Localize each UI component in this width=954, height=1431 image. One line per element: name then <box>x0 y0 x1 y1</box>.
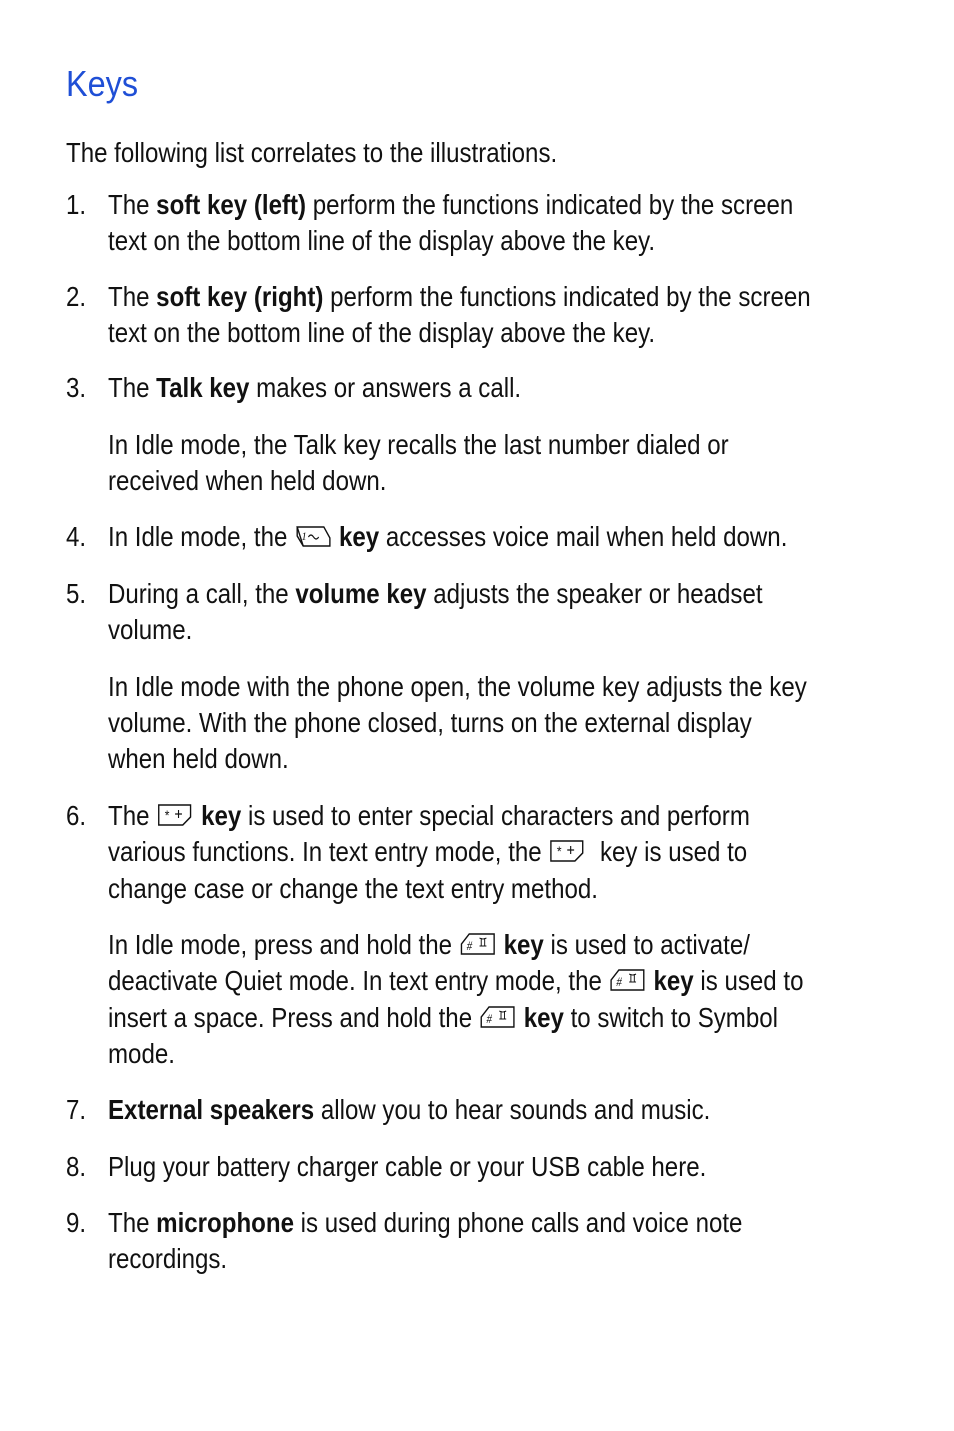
item-4-line-1: In Idle mode, the 1 key accesses voice mail when held down. <box>108 519 787 559</box>
item-5-line-2: volume. <box>108 614 193 645</box>
item-2-line-2: text on the bottom line of the display above the key. <box>108 317 656 348</box>
term-key: key <box>338 521 380 552</box>
star-key-icon <box>549 837 587 874</box>
item-6-line-1: The * key is used to enter special characters and perform <box>108 798 750 838</box>
item-5-para-2-line-1: In Idle mode with the phone open, the volume key adjusts the key <box>108 671 807 702</box>
item-1-line-1: The soft key (left) perform the functions indicated by the screen <box>108 189 794 220</box>
star-key-icon <box>156 801 194 838</box>
item-2-line-1: The soft key (right) perform the functions indicated by the screen <box>108 281 811 312</box>
pound-key-icon <box>609 966 647 1003</box>
item-8-line-1: Plug your battery charger cable or your USB cable here. <box>108 1151 707 1182</box>
term-volume-key: volume key <box>295 578 427 609</box>
term-external-speakers: External speakers <box>108 1094 315 1125</box>
voicemail-1-key-icon <box>294 522 332 559</box>
svg-text:*: * <box>557 843 562 860</box>
item-6-para-2-line-4: mode. <box>108 1038 175 1069</box>
item-7-line-1: External speakers allow you to hear sounds and music. <box>108 1094 711 1125</box>
item-9-number: 9. <box>66 1207 87 1238</box>
item-5-number: 5. <box>66 578 87 609</box>
term-key: key <box>653 965 694 996</box>
term-microphone: microphone <box>156 1207 294 1238</box>
item-7-number: 7. <box>66 1094 87 1125</box>
svg-text:#: # <box>466 938 473 954</box>
item-6-para-2-line-3: insert a space. Press and hold the # key to switch to Symbol <box>108 1000 778 1040</box>
svg-text:#: # <box>616 974 623 990</box>
item-5-para-2-line-2: volume. With the phone closed, turns on the external display <box>108 707 752 738</box>
term-key: key <box>523 1002 564 1033</box>
pound-key-icon <box>479 1003 517 1040</box>
item-6-para-2-line-2: deactivate Quiet mode. In text entry mode, the # key is used to <box>108 963 803 1003</box>
item-8-number: 8. <box>66 1151 87 1182</box>
item-6-para-2-line-1: In Idle mode, press and hold the # key is used to activate/ <box>108 927 750 967</box>
term-key: key <box>503 929 544 960</box>
term-soft-key-left: soft key (left) <box>156 189 307 220</box>
item-9-line-1: The microphone is used during phone calls and voice note <box>108 1207 743 1238</box>
item-3-para-2-line-2: received when held down. <box>108 465 387 496</box>
svg-text:1: 1 <box>301 530 307 544</box>
item-5-para-2-line-3: when held down. <box>108 743 289 774</box>
item-3-line-1: The Talk key makes or answers a call. <box>108 372 522 403</box>
item-6-number: 6. <box>66 800 87 831</box>
item-3-para-2-line-1: In Idle mode, the Talk key recalls the last number dialed or <box>108 429 729 460</box>
item-3-number: 3. <box>66 372 87 403</box>
item-1-number: 1. <box>66 189 87 220</box>
item-6-line-3: change case or change the text entry method. <box>108 873 598 904</box>
term-key: key <box>201 800 242 831</box>
term-talk-key: Talk key <box>156 372 250 403</box>
pound-key-icon <box>459 930 497 967</box>
item-4-number: 4. <box>66 521 87 552</box>
item-6-line-2: various functions. In text entry mode, the * key is used to <box>108 834 747 874</box>
svg-text:#: # <box>486 1011 493 1027</box>
item-9-line-2: recordings. <box>108 1243 228 1274</box>
item-2-number: 2. <box>66 281 87 312</box>
term-soft-key-right: soft key (right) <box>156 281 324 312</box>
page-title: Keys <box>66 63 139 104</box>
item-5-line-1: During a call, the volume key adjusts the speaker or headset <box>108 578 763 609</box>
svg-text:*: * <box>164 807 170 824</box>
intro-text: The following list correlates to the illustrations. <box>66 137 558 168</box>
item-1-line-2: text on the bottom line of the display above the key. <box>108 225 656 256</box>
